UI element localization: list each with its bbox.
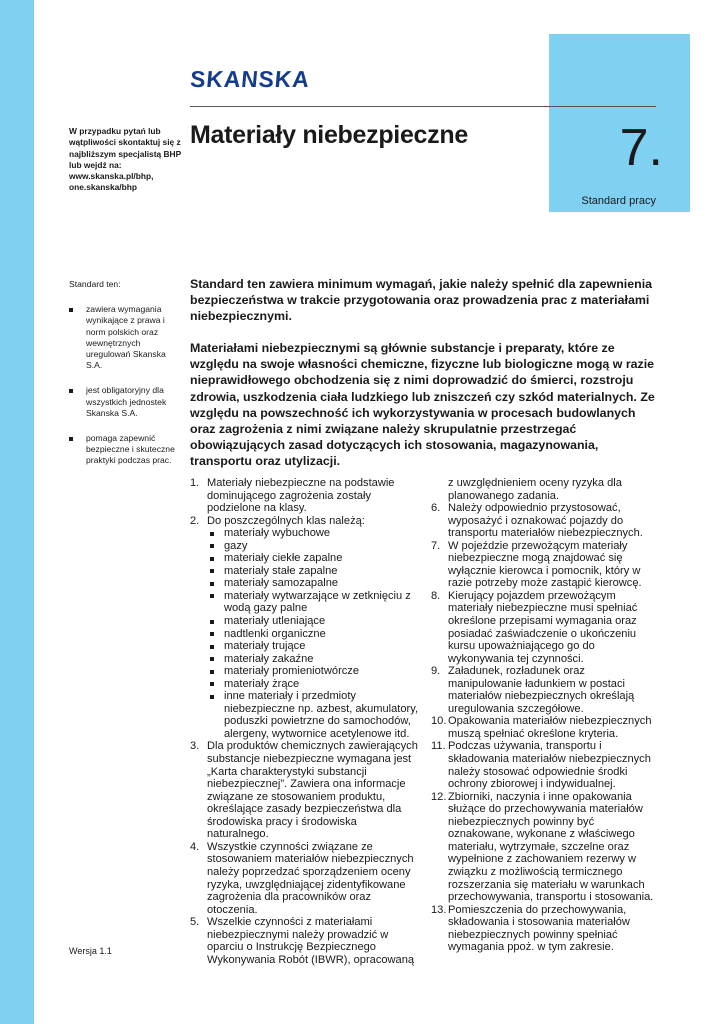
- rule-item: 2. Do poszczególnych klas należą: materiały wybuchowe gazy materiały ciekłe zapalne materiały stałe zapalne materiały samozapalne materiały wytwarzające w zetknięciu z wodą gazy palne materiały utleniające nadtlenki organiczne materiały trujące materiały zakaźne materiały promieniotwórcze materiały żrące inne materiały i przedmioty niebezpieczne np. azbest, akumulatory, poduszki powietrzne do samochodów, alergeny, wytwornice acetylenowe itd.: [190, 514, 419, 740]
- sidebar-item: jest obligatoryjny dla wszystkich jednostek Skanska S.A.: [69, 385, 181, 419]
- hazard-classes-list: [207, 527, 420, 740]
- rule-text: Do poszczególnych klas należą:: [207, 514, 365, 527]
- hazard-class: nadtlenki organiczne: [207, 628, 420, 641]
- rule-item: 5. Wszelkie czynności z materiałami niebezpiecznymi należy prowadzić w oparciu o Instrukcję Bezpiecznego Wykonywania Robót (IBWR), opracowaną: [190, 916, 415, 966]
- rules-column-right: [431, 477, 661, 954]
- rules-list: [431, 502, 661, 954]
- rule-text: Kierujący pojazdem przewożącym materiały niebezpieczne musi spełniać określone przepisami wymagania oraz posiadać zaświadczenie o ukończeniu kursu upoważniającego go do wykonywania tej czynności.: [448, 589, 638, 665]
- rule-text: Wszystkie czynności związane ze stosowaniem materiałów niebezpiecznych należy poprzedzać sporządzeniem oceny ryzyka, uwzględniającej zidentyfikowane zagrożenia dla pracowników oraz otoczenia.: [207, 840, 414, 916]
- rule-text: Wszelkie czynności z materiałami niebezpiecznymi należy prowadzić w oparciu o Instrukcję Bezpiecznego Wykonywania Robót (IBWR), opracowaną: [207, 916, 415, 966]
- intro-paragraph: Materiałami niebezpiecznymi są głównie substancje i preparaty, które ze względu na swoje własności chemiczne, fizyczne lub biologiczne mogą w razie nieprawidłowego obchodzenia się z nimi doprowadzić do śmierci, rozstroju zdrowia, uszkodzenia ciała ludzkiego lub zniszczeń czy szkód materialnych. Ze względu na powszechność ich wykorzystywania w procesach budowlanych oraz zagrożenia z nimi związane należy skrupulatnie przestrzegać obowiązujących zasad dotyczących ich stosowania, magazynowania, transportu oraz utylizacji.: [190, 341, 655, 468]
- rule-item: 8. Kierujący pojazdem przewożącym materiały niebezpieczne musi spełniać określone przepisami wymagania oraz posiadać zaświadczenie o ukończeniu kursu upoważniającego go do wykonywania tej czynności.: [431, 589, 638, 665]
- intro-paragraph: Standard ten zawiera minimum wymagań, jakie należy spełnić dla zapewnienia bezpieczeństwa w trakcie przygotowania oraz prowadzenia prac z materiałami niebezpiecznymi.: [190, 277, 653, 324]
- rule-continuation: z uwzględnieniem oceny ryzyka dla planowanego zadania.: [448, 477, 622, 502]
- skanska-logo: SKANSKA: [188, 66, 311, 92]
- rule-text: Należy odpowiednio przystosować, wyposażyć i oznakować pojazdy do transportu materiałów niebezpiecznych.: [448, 502, 643, 540]
- left-accent-strip: [0, 0, 34, 1024]
- rule-item: 11. Podczas używania, transportu i składowania materiałów niebezpiecznych należy stosować odpowiednie środki ochrony zbiorowej i indywidualnej.: [431, 740, 651, 791]
- rule-text: Opakowania materiałów niebezpiecznych muszą spełniać określone kryteria.: [448, 715, 652, 740]
- hazard-class: inne materiały i przedmioty niebezpieczne np. azbest, akumulatory, poduszki powietrzne do samochodów, alergeny, wytwornice acetylenowe itd.: [207, 690, 420, 740]
- rule-item: 10. Opakowania materiałów niebezpiecznych muszą spełniać określone kryteria.: [431, 715, 652, 740]
- rule-item: 1. Materiały niebezpieczne na podstawie dominującego zagrożenia zostały podzielone na klasy.: [190, 477, 395, 515]
- rule-text: Pomieszczenia do przechowywania, składowania i stosowania materiałów niebezpiecznych powinny spełniać wymagania ppoż. w tym zakresie.: [448, 903, 630, 954]
- hazard-class: materiały zakaźne: [207, 653, 420, 666]
- hazard-class: materiały stałe zapalne: [207, 565, 420, 578]
- rule-item: 9. Załadunek, rozładunek oraz manipulowanie ładunkiem w postaci materiałów niebezpiecznych określają uregulowania szczegółowe.: [431, 665, 635, 715]
- hazard-class: materiały wytwarzające w zetknięciu z wodą gazy palne: [207, 590, 420, 615]
- hazard-class: materiały ciekłe zapalne: [207, 552, 420, 565]
- standard-number: 7.: [619, 119, 663, 177]
- rule-text: Załadunek, rozładunek oraz manipulowanie ładunkiem w postaci materiałów niebezpiecznych określają uregulowania szczegółowe.: [448, 665, 635, 715]
- rule-item: 13. Pomieszczenia do przechowywania, składowania i stosowania materiałów niebezpiecznych powinny spełniać wymagania ppoż. w tym zakresie.: [431, 903, 630, 954]
- sidebar-list: [69, 304, 181, 466]
- rule-item: 3. Dla produktów chemicznych zawierających substancje niebezpieczne wymagana jest „Karta charakterystyki substancji niebezpiecznej”. Zawiera ona informacje związane ze stosowaniem produktu, określające zasady bezpieczeństwa dla środowiska pracy i środowiska naturalnego.: [190, 740, 418, 841]
- contact-note: W przypadku pytań lub wątpliwości skontaktuj się z najbliższym specjalistą BHP lub wejdź na: www.skanska.pl/bhp, one.skanska/bhp: [69, 126, 182, 193]
- rules-list: [190, 477, 420, 966]
- standard-label: Standard pracy: [581, 195, 656, 207]
- hazard-class: materiały wybuchowe: [207, 527, 420, 540]
- sidebar: [69, 279, 181, 481]
- rule-item: 4. Wszystkie czynności związane ze stosowaniem materiałów niebezpiecznych należy poprzedzać sporządzeniem oceny ryzyka, uwzględniającej zidentyfikowane zagrożenia dla pracowników oraz otoczenia.: [190, 840, 414, 916]
- hazard-class: materiały żrące: [207, 678, 420, 691]
- rule-text: Zbiorniki, naczynia i inne opakowania służące do przechowywania materiałów niebezpiecznych powinny być oznakowane, wykonane z właściwego materiału, wytrzymałe, szczelne oraz wypełnione z zachowaniem rezerwy w związku z możliwością termicznego rozszerzania się materiału w warunkach przechowywania, transportu i stosowania.: [448, 790, 654, 904]
- sidebar-item: pomaga zapewnić bezpieczne i skuteczne praktyki podczas prac.: [69, 433, 181, 467]
- hazard-class: materiały samozapalne: [207, 577, 420, 590]
- rule-text: Dla produktów chemicznych zawierających substancje niebezpieczne wymagana jest „Karta charakterystyki substancji niebezpiecznej”. Zawiera ona informacje związane ze stosowaniem produktu, określające zasady bezpieczeństwa dla środowiska pracy i środowiska naturalnego.: [207, 740, 418, 841]
- rule-item: 12. Zbiorniki, naczynia i inne opakowania służące do przechowywania materiałów niebezpiecznych powinny być oznakowane, wykonane z właściwego materiału, wytrzymałe, szczelne oraz wypełnione z zachowaniem rezerwy w związku z możliwością termicznego rozszerzania się materiału w warunkach przechowywania, transportu i stosowania.: [431, 790, 654, 904]
- page-title: Materiały niebezpieczne: [190, 121, 468, 149]
- rule-text: Podczas używania, transportu i składowania materiałów niebezpiecznych należy stosować odpowiednie środki ochrony zbiorowej i indywidualnej.: [448, 740, 651, 791]
- sidebar-item: zawiera wymagania wynikające z prawa i norm polskich oraz wewnętrznych uregulowań Skanska S.A.: [69, 304, 181, 371]
- rule-text: Materiały niebezpieczne na podstawie dominującego zagrożenia zostały podzielone na klasy.: [207, 477, 395, 515]
- sidebar-heading: Standard ten:: [69, 279, 121, 289]
- rule-item: 6. Należy odpowiednio przystosować, wyposażyć i oznakować pojazdy do transportu materiałów niebezpiecznych.: [431, 502, 643, 540]
- hazard-class: gazy: [207, 540, 420, 553]
- rule-item: 7. W pojeździe przewożącym materiały niebezpieczne mogą znajdować się wyłącznie kierowca i pomocnik, który w razie potrzeby może zastąpić kierowcę.: [431, 539, 642, 590]
- rule-text: W pojeździe przewożącym materiały niebezpieczne mogą znajdować się wyłącznie kierowca i pomocnik, który w razie potrzeby może zastąpić kierowcę.: [448, 539, 642, 590]
- hazard-class: materiały promieniotwórcze: [207, 665, 420, 678]
- header-divider: [190, 106, 656, 107]
- hazard-class: materiały utleniające: [207, 615, 420, 628]
- version-label: Wersja 1.1: [69, 946, 112, 956]
- hazard-class: materiały trujące: [207, 640, 420, 653]
- intro-section: [190, 276, 660, 485]
- rules-column-left: [190, 477, 420, 966]
